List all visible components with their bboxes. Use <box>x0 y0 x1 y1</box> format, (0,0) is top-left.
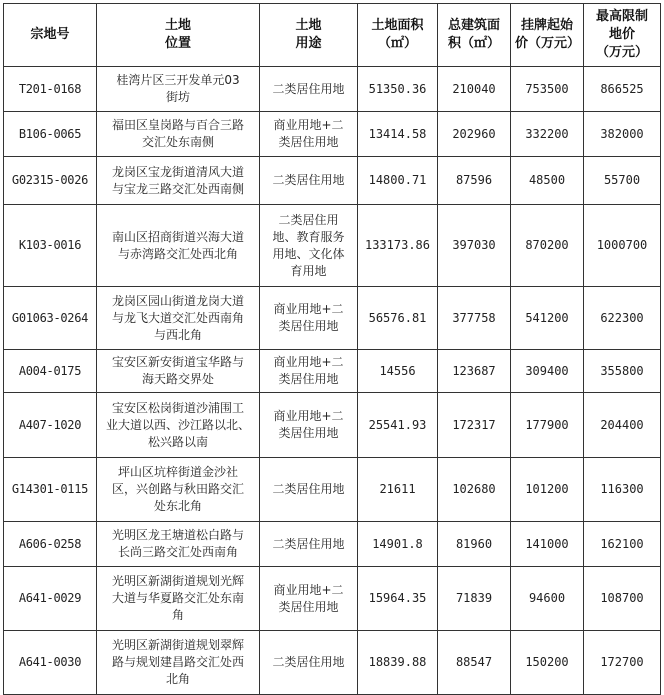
cell-land-use: 商业用地+二 类居住用地 <box>260 393 358 458</box>
cell-land-area: 25541.93 <box>358 393 438 458</box>
cell-location: 坪山区坑梓街道金沙社 区，兴创路与秋田路交汇 处东北角 <box>97 458 260 522</box>
cell-total-floor-area: 377758 <box>438 287 511 350</box>
cell-land-use: 二类居住用地 <box>260 67 358 112</box>
cell-location: 宝安区松岗街道沙浦围工 业大道以西、沙江路以北、 松兴路以南 <box>97 393 260 458</box>
cell-land-area: 56576.81 <box>358 287 438 350</box>
land-parcel-table <box>3 3 661 695</box>
header-land-area: 土地面积 （㎡） <box>358 4 438 67</box>
cell-parcel-code: G14301-0115 <box>4 458 97 522</box>
cell-land-area: 13414.58 <box>358 112 438 157</box>
cell-total-floor-area: 397030 <box>438 205 511 287</box>
cell-location: 光明区新湖街道规划翠辉 路与规划建昌路交汇处西 北角 <box>97 631 260 695</box>
cell-max-price: 108700 <box>584 567 661 631</box>
cell-total-floor-area: 87596 <box>438 157 511 205</box>
cell-parcel-code: G01063-0264 <box>4 287 97 350</box>
cell-max-price: 116300 <box>584 458 661 522</box>
cell-max-price: 1000700 <box>584 205 661 287</box>
header-total-floor-area: 总建筑面 积（㎡） <box>438 4 511 67</box>
cell-land-use: 商业用地+二 类居住用地 <box>260 350 358 393</box>
cell-starting-price: 141000 <box>511 522 584 567</box>
cell-total-floor-area: 123687 <box>438 350 511 393</box>
cell-location: 南山区招商街道兴海大道 与赤湾路交汇处西北角 <box>97 205 260 287</box>
cell-starting-price: 753500 <box>511 67 584 112</box>
cell-starting-price: 309400 <box>511 350 584 393</box>
cell-land-area: 15964.35 <box>358 567 438 631</box>
cell-max-price: 172700 <box>584 631 661 695</box>
cell-land-area: 14800.71 <box>358 157 438 205</box>
table-row <box>4 157 661 205</box>
cell-land-use: 二类居住用地 <box>260 157 358 205</box>
cell-land-area: 14901.8 <box>358 522 438 567</box>
table-row <box>4 393 661 458</box>
cell-starting-price: 94600 <box>511 567 584 631</box>
cell-starting-price: 541200 <box>511 287 584 350</box>
table-row <box>4 458 661 522</box>
cell-location: 龙岗区园山街道龙岗大道 与龙飞大道交汇处西南角 与西北角 <box>97 287 260 350</box>
cell-total-floor-area: 88547 <box>438 631 511 695</box>
cell-starting-price: 332200 <box>511 112 584 157</box>
cell-total-floor-area: 210040 <box>438 67 511 112</box>
cell-location: 福田区皇岗路与百合三路 交汇处东南侧 <box>97 112 260 157</box>
cell-max-price: 866525 <box>584 67 661 112</box>
header-parcel-code: 宗地号 <box>4 4 97 67</box>
land-parcel-table-container <box>3 3 661 695</box>
cell-land-area: 14556 <box>358 350 438 393</box>
cell-parcel-code: A641-0030 <box>4 631 97 695</box>
cell-starting-price: 101200 <box>511 458 584 522</box>
cell-location: 龙岗区宝龙街道清风大道 与宝龙三路交汇处西南侧 <box>97 157 260 205</box>
cell-land-use: 商业用地+二 类居住用地 <box>260 567 358 631</box>
header-max-price: 最高限制 地价 （万元） <box>584 4 661 67</box>
header-starting-price: 挂牌起始 价（万元） <box>511 4 584 67</box>
cell-land-area: 51350.36 <box>358 67 438 112</box>
table-body <box>4 67 661 695</box>
cell-max-price: 355800 <box>584 350 661 393</box>
cell-land-use: 二类居住用地 <box>260 631 358 695</box>
cell-location: 光明区龙王塘道松白路与 长尚三路交汇处西南角 <box>97 522 260 567</box>
cell-land-use: 商业用地+二 类居住用地 <box>260 287 358 350</box>
cell-starting-price: 48500 <box>511 157 584 205</box>
cell-total-floor-area: 172317 <box>438 393 511 458</box>
cell-land-use: 二类居住用地 <box>260 458 358 522</box>
cell-max-price: 382000 <box>584 112 661 157</box>
table-header <box>4 4 661 67</box>
cell-parcel-code: K103-0016 <box>4 205 97 287</box>
cell-land-use: 二类居住用 地、教育服务 用地、文化体 育用地 <box>260 205 358 287</box>
table-row <box>4 631 661 695</box>
header-row <box>4 4 661 67</box>
table-row <box>4 205 661 287</box>
cell-max-price: 622300 <box>584 287 661 350</box>
cell-starting-price: 870200 <box>511 205 584 287</box>
cell-max-price: 55700 <box>584 157 661 205</box>
cell-land-area: 21611 <box>358 458 438 522</box>
cell-land-use: 商业用地+二 类居住用地 <box>260 112 358 157</box>
header-location: 土地 位置 <box>97 4 260 67</box>
table-row <box>4 567 661 631</box>
cell-total-floor-area: 202960 <box>438 112 511 157</box>
cell-parcel-code: B106-0065 <box>4 112 97 157</box>
cell-location: 宝安区新安街道宝华路与 海天路交界处 <box>97 350 260 393</box>
table-row <box>4 67 661 112</box>
table-row <box>4 350 661 393</box>
cell-starting-price: 150200 <box>511 631 584 695</box>
cell-parcel-code: G02315-0026 <box>4 157 97 205</box>
cell-total-floor-area: 71839 <box>438 567 511 631</box>
cell-parcel-code: T201-0168 <box>4 67 97 112</box>
cell-location: 桂湾片区三开发单元03 街坊 <box>97 67 260 112</box>
table-row <box>4 112 661 157</box>
table-row <box>4 287 661 350</box>
cell-land-use: 二类居住用地 <box>260 522 358 567</box>
cell-max-price: 204400 <box>584 393 661 458</box>
cell-land-area: 133173.86 <box>358 205 438 287</box>
cell-max-price: 162100 <box>584 522 661 567</box>
table-row <box>4 522 661 567</box>
cell-parcel-code: A641-0029 <box>4 567 97 631</box>
cell-land-area: 18839.88 <box>358 631 438 695</box>
cell-starting-price: 177900 <box>511 393 584 458</box>
cell-parcel-code: A004-0175 <box>4 350 97 393</box>
cell-total-floor-area: 81960 <box>438 522 511 567</box>
cell-total-floor-area: 102680 <box>438 458 511 522</box>
cell-parcel-code: A606-0258 <box>4 522 97 567</box>
cell-parcel-code: A407-1020 <box>4 393 97 458</box>
header-land-use: 土地 用途 <box>260 4 358 67</box>
cell-location: 光明区新湖街道规划光辉 大道与华夏路交汇处东南 角 <box>97 567 260 631</box>
